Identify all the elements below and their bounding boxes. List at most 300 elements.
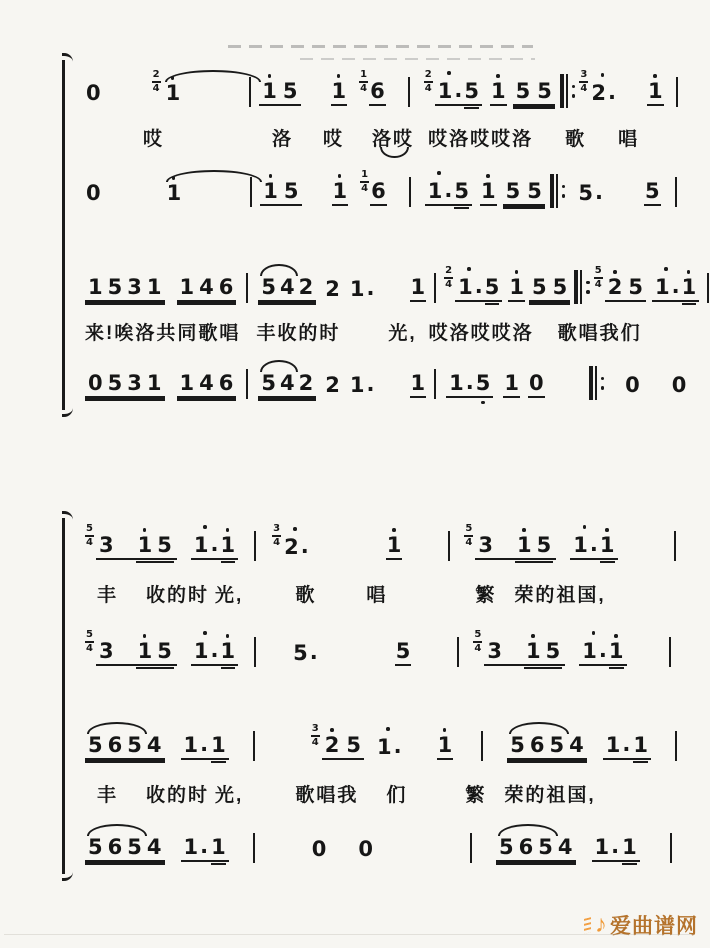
note xyxy=(644,180,661,206)
time-signature-denominator: 4 xyxy=(86,643,93,654)
barline xyxy=(676,77,678,107)
note xyxy=(85,82,102,106)
barline xyxy=(481,731,483,761)
note-digit: 1 xyxy=(509,275,524,299)
note xyxy=(552,276,569,300)
note-digit: 1 xyxy=(449,371,464,395)
lyric-syllable: 歌 xyxy=(295,585,317,606)
time-signature-denominator: 4 xyxy=(360,83,368,94)
time-signature xyxy=(424,70,433,94)
note xyxy=(505,180,522,204)
note xyxy=(260,372,277,396)
note-digit: 1 xyxy=(146,371,162,395)
note-digit: 5 xyxy=(510,733,525,757)
repeat-thick-bar xyxy=(560,74,564,108)
note-digit: 5 xyxy=(552,275,568,299)
lyrics-line xyxy=(85,124,639,151)
lyric-syllable: 哎 xyxy=(143,129,165,150)
repeat-dots xyxy=(572,85,576,98)
time-signature-numerator: 5 xyxy=(465,523,473,534)
note xyxy=(427,177,452,204)
note xyxy=(486,640,503,664)
note xyxy=(324,278,341,302)
watermark xyxy=(584,910,698,940)
note-digit: 4 xyxy=(199,371,214,395)
note-digit: 2 xyxy=(591,81,606,105)
augmentation-dot: . xyxy=(200,834,209,858)
note xyxy=(107,276,124,300)
time-signature xyxy=(579,70,588,94)
octave-dot-above xyxy=(172,176,176,180)
barline xyxy=(434,273,436,303)
beam-group xyxy=(579,637,626,666)
repeat-sign xyxy=(560,74,576,108)
tied-beam-group xyxy=(164,182,185,206)
repeat-thin-bar xyxy=(595,366,597,400)
beam-group xyxy=(652,273,699,302)
tied-beam-group xyxy=(163,82,184,106)
augmentation-dot: . xyxy=(444,178,453,202)
note xyxy=(608,640,625,664)
note-digit: 5 xyxy=(484,275,500,299)
barline xyxy=(675,731,677,761)
note xyxy=(193,637,218,664)
note-digit: 1 xyxy=(599,533,615,557)
note-digit: 1 xyxy=(377,735,392,759)
beam-group xyxy=(177,276,237,302)
beam-group xyxy=(592,833,640,862)
note xyxy=(165,82,182,106)
note-digit: 1 xyxy=(220,639,236,663)
music-line xyxy=(85,630,671,666)
note xyxy=(210,836,227,860)
note xyxy=(156,534,173,558)
note-digit: 1 xyxy=(427,179,443,203)
note-digit: 1 xyxy=(349,277,365,301)
music-line xyxy=(85,826,672,862)
note xyxy=(107,734,124,758)
augmentation-dot: . xyxy=(454,78,463,102)
beam-group xyxy=(96,640,177,666)
note-digit: 5 xyxy=(538,835,553,859)
beam-group xyxy=(260,180,301,206)
time-signature-denominator: 4 xyxy=(424,83,432,94)
note-digit: 5 xyxy=(127,733,142,757)
time-signature xyxy=(594,266,603,290)
note-digit: 0 xyxy=(86,81,101,105)
time-signature xyxy=(464,524,473,548)
augmentation-dot: . xyxy=(474,274,483,298)
note xyxy=(283,180,300,204)
note xyxy=(282,80,299,104)
note xyxy=(298,276,315,300)
beam-group xyxy=(514,534,554,558)
music-line xyxy=(85,70,678,106)
note-digit: 1 xyxy=(491,79,506,103)
tied-beam-group xyxy=(85,836,165,862)
octave-dot-above xyxy=(653,74,657,78)
octave-dot-above xyxy=(203,631,207,635)
octave-dot-above xyxy=(601,73,605,77)
time-signature-denominator: 4 xyxy=(465,537,473,548)
octave-dot-above xyxy=(583,525,587,529)
lyric-syllable: 洛 xyxy=(272,129,294,150)
note xyxy=(577,179,602,206)
note xyxy=(490,80,507,106)
repeat-dot xyxy=(572,94,576,98)
note xyxy=(369,80,386,106)
time-signature xyxy=(85,630,94,654)
note xyxy=(621,836,638,860)
octave-dot-above xyxy=(443,728,447,732)
beam-group xyxy=(191,637,238,666)
repeat-dots xyxy=(562,185,566,198)
lyric-syllable: 收的时 xyxy=(146,585,210,606)
beam-group xyxy=(191,531,238,560)
beam-group xyxy=(259,80,300,106)
note-digit: 6 xyxy=(218,275,234,299)
octave-dot-above xyxy=(269,174,273,178)
note-digit: 1 xyxy=(262,79,277,103)
time-signature-numerator: 3 xyxy=(311,723,319,734)
note xyxy=(279,276,296,300)
note-digit: 1 xyxy=(582,639,597,663)
note xyxy=(107,372,124,396)
note-digit: 5 xyxy=(346,733,361,757)
note xyxy=(210,734,227,758)
note xyxy=(509,734,526,758)
augmentation-dot: . xyxy=(210,638,219,662)
note-digit: 1 xyxy=(504,371,519,395)
note-digit: 1 xyxy=(137,533,153,557)
note xyxy=(198,372,215,396)
beam-group xyxy=(181,833,229,862)
note xyxy=(594,833,619,860)
beam-group xyxy=(135,534,175,558)
augmentation-dot: . xyxy=(622,732,631,756)
note-digit: 0 xyxy=(88,371,103,395)
time-signature-denominator: 4 xyxy=(361,183,369,194)
note-digit: 5 xyxy=(293,641,308,665)
note-digit: 1 xyxy=(605,733,621,757)
note xyxy=(261,80,278,104)
note-digit: 5 xyxy=(475,371,491,395)
note-digit: 1 xyxy=(137,639,153,663)
note-digit: 5 xyxy=(395,639,411,663)
barline xyxy=(448,531,450,561)
note-digit: 5 xyxy=(261,371,276,395)
note-digit: 1 xyxy=(481,179,496,203)
time-signature-denominator: 4 xyxy=(445,279,453,290)
note xyxy=(528,372,545,398)
note-digit: 4 xyxy=(146,733,162,757)
note-digit: 3 xyxy=(99,533,114,557)
note-digit: 1 xyxy=(165,81,181,105)
note-digit: 5 xyxy=(545,639,561,663)
note xyxy=(599,534,616,558)
barline xyxy=(246,369,248,399)
time-signature-denominator: 4 xyxy=(86,537,93,548)
note xyxy=(453,180,470,204)
octave-dot-above xyxy=(293,527,297,531)
lyric-syllable: 光, xyxy=(388,323,417,344)
note xyxy=(107,836,124,860)
barline xyxy=(434,369,436,399)
beam-group xyxy=(605,276,646,302)
note-digit: 1 xyxy=(263,179,278,203)
time-signature xyxy=(359,70,368,94)
note xyxy=(260,276,277,300)
note xyxy=(410,276,427,302)
note-digit: 4 xyxy=(146,835,162,859)
beam-group xyxy=(603,731,651,760)
note xyxy=(324,734,341,758)
note xyxy=(549,734,566,758)
note-digit: 1 xyxy=(608,639,624,663)
note-digit: 2 xyxy=(284,535,299,559)
note-digit: 5 xyxy=(505,179,521,203)
note xyxy=(146,276,163,300)
note xyxy=(87,372,104,396)
note xyxy=(568,734,585,758)
repeat-sign xyxy=(550,174,566,208)
octave-dot-above xyxy=(486,174,490,178)
note xyxy=(292,639,317,666)
time-signature-numerator: 3 xyxy=(273,523,281,534)
note-digit: 1 xyxy=(633,733,648,757)
note xyxy=(477,534,494,558)
note-digit: 1 xyxy=(183,835,199,859)
note xyxy=(581,637,606,664)
note-digit: 2 xyxy=(325,277,340,301)
note xyxy=(572,531,597,558)
note xyxy=(324,374,341,398)
lyric-syllable: 繁 xyxy=(465,785,487,806)
octave-dot-above xyxy=(515,270,519,274)
note xyxy=(536,534,553,558)
time-signature-denominator: 4 xyxy=(580,83,588,94)
barline xyxy=(246,273,248,303)
note xyxy=(518,836,535,860)
time-signature-numerator: 2 xyxy=(424,69,432,80)
note-digit: 1 xyxy=(193,533,209,557)
note-digit: 5 xyxy=(107,275,123,299)
time-signature xyxy=(272,524,281,548)
note-digit: 3 xyxy=(127,371,142,395)
note-digit: 5 xyxy=(464,79,479,103)
augmentation-dot: . xyxy=(608,80,616,104)
octave-dot-above xyxy=(337,74,341,78)
note xyxy=(386,534,403,560)
note xyxy=(146,734,163,758)
note xyxy=(370,180,387,206)
note-digit: 3 xyxy=(99,639,114,663)
note-digit: 1 xyxy=(437,79,453,103)
note xyxy=(283,533,308,560)
octave-dot-above xyxy=(437,171,441,175)
beam-group xyxy=(570,531,617,560)
octave-dot-above xyxy=(605,528,609,532)
music-line xyxy=(85,362,710,398)
beam-group xyxy=(177,372,237,398)
note-digit: 5 xyxy=(88,835,103,859)
note xyxy=(624,374,641,398)
note xyxy=(515,80,532,104)
note xyxy=(525,640,542,664)
octave-dot-above xyxy=(613,270,617,274)
note xyxy=(681,276,698,300)
barline xyxy=(408,77,410,107)
beam-group xyxy=(425,177,472,206)
note xyxy=(557,836,574,860)
note xyxy=(137,534,154,558)
note xyxy=(126,372,143,396)
time-signature xyxy=(444,266,453,290)
note xyxy=(531,276,548,300)
barline xyxy=(670,833,672,863)
repeat-dots xyxy=(601,377,605,390)
note-digit: 5 xyxy=(536,533,552,557)
note-digit: 5 xyxy=(127,835,142,859)
time-signature-denominator: 4 xyxy=(273,537,281,548)
lyric-syllable: 哎洛哎哎洛 xyxy=(428,129,534,150)
barline xyxy=(254,637,256,667)
beam-group xyxy=(523,640,563,664)
note-digit: 5 xyxy=(549,733,565,757)
time-signature-numerator: 1 xyxy=(361,169,369,180)
note-digit: 1 xyxy=(594,835,610,859)
note xyxy=(146,372,163,396)
beam-group xyxy=(181,731,229,760)
note-digit: 5 xyxy=(157,533,172,557)
note-digit: 5 xyxy=(628,275,643,299)
tied-beam-group xyxy=(258,372,316,398)
note xyxy=(395,640,412,666)
octave-dot-above xyxy=(664,267,668,271)
note xyxy=(503,372,520,398)
note xyxy=(632,734,649,758)
note xyxy=(98,534,115,558)
scan-artifact xyxy=(300,58,535,60)
note xyxy=(331,80,348,106)
repeat-thin-bar xyxy=(566,74,568,108)
note-digit: 2 xyxy=(324,733,340,757)
time-signature-denominator: 4 xyxy=(594,279,602,290)
octave-dot-above xyxy=(386,727,390,731)
note xyxy=(357,838,374,862)
time-signature-numerator: 5 xyxy=(86,523,93,534)
system-brace xyxy=(62,60,74,410)
octave-dot-above xyxy=(614,634,618,638)
lyrics-line xyxy=(85,780,596,807)
repeat-dot xyxy=(586,290,590,294)
augmentation-dot: . xyxy=(611,834,620,858)
note-digit: 1 xyxy=(655,275,670,299)
barline xyxy=(457,637,459,667)
tied-beam-group xyxy=(85,734,165,760)
barline xyxy=(674,531,676,561)
lyrics-line xyxy=(85,580,606,607)
lyric-syllable: 收的时 xyxy=(146,785,210,806)
note xyxy=(87,836,104,860)
note xyxy=(332,180,349,206)
note xyxy=(480,180,497,206)
note-digit: 1 xyxy=(179,275,195,299)
lyric-syllable: 光, xyxy=(215,785,244,806)
note xyxy=(262,180,279,204)
note xyxy=(126,734,143,758)
augmentation-dot: . xyxy=(366,372,375,396)
tied-beam-group xyxy=(258,276,316,302)
note-digit: 5 xyxy=(578,181,593,205)
repeat-thick-bar xyxy=(589,366,593,400)
time-signature-numerator: 2 xyxy=(445,265,453,276)
barline xyxy=(253,833,255,863)
note-digit: 4 xyxy=(199,275,214,299)
time-signature xyxy=(152,70,161,94)
tied-beam-group xyxy=(496,836,576,862)
augmentation-dot: . xyxy=(671,274,680,298)
time-signature xyxy=(473,630,482,654)
beam-group xyxy=(446,369,493,398)
repeat-sign xyxy=(589,366,605,400)
octave-dot-above xyxy=(687,270,691,274)
octave-dot-above xyxy=(496,74,500,78)
repeat-dot xyxy=(562,194,566,198)
barline xyxy=(707,273,709,303)
note-digit: 5 xyxy=(645,179,660,203)
lyric-syllable: 歌唱我们 xyxy=(557,323,642,344)
note-digit: 1 xyxy=(211,835,226,859)
note-digit: 1 xyxy=(332,179,348,203)
note xyxy=(654,273,679,300)
repeat-dot xyxy=(601,377,605,381)
barline xyxy=(253,731,255,761)
note xyxy=(218,372,235,396)
note xyxy=(98,640,115,664)
note-digit: 4 xyxy=(280,275,295,299)
lyric-syllable: 哎洛哎哎洛 xyxy=(428,323,534,344)
note xyxy=(529,734,546,758)
note-digit: 6 xyxy=(529,733,545,757)
note xyxy=(627,276,644,300)
note xyxy=(437,734,454,760)
lyric-syllable: 哎 xyxy=(323,129,345,150)
note-digit: 5 xyxy=(261,275,276,299)
note-digit: 1 xyxy=(166,181,182,205)
note-digit: 1 xyxy=(681,275,697,299)
note xyxy=(87,734,104,758)
time-signature-numerator: 5 xyxy=(474,629,482,640)
beam-group xyxy=(85,276,165,302)
note-digit: 1 xyxy=(349,373,365,397)
note xyxy=(605,731,630,758)
octave-dot-above xyxy=(392,528,396,532)
note-digit: 2 xyxy=(325,373,340,397)
time-signature-numerator: 2 xyxy=(152,69,160,80)
note xyxy=(607,276,624,300)
music-line xyxy=(85,170,677,206)
lyric-syllable: 丰收的时 xyxy=(256,323,341,344)
note-digit: 1 xyxy=(88,275,103,299)
note xyxy=(537,836,554,860)
augmentation-dot: . xyxy=(595,180,603,204)
time-signature xyxy=(360,170,369,194)
octave-dot-above xyxy=(338,174,342,178)
repeat-thin-bar xyxy=(556,174,558,208)
note-digit: 2 xyxy=(298,275,314,299)
time-signature-numerator: 1 xyxy=(360,69,368,80)
